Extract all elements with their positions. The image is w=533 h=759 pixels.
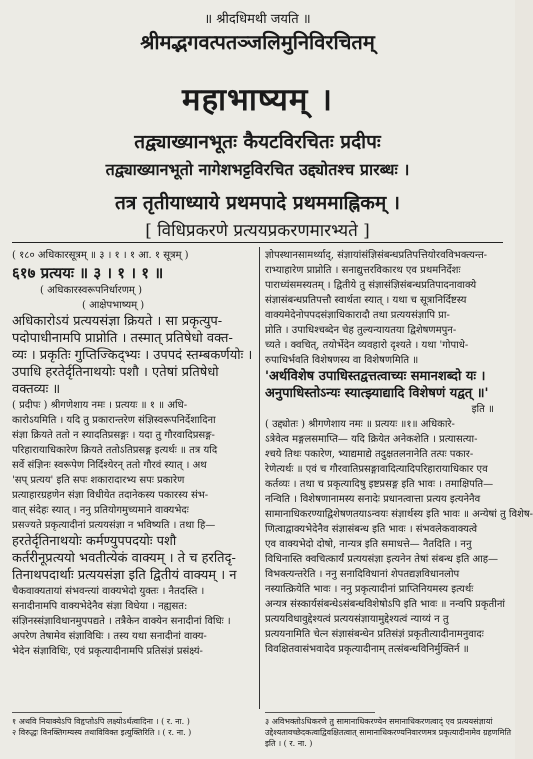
uddyota-line: सामानाधिकरण्याद्विशेषणतयाऽन्वयः संज्ञार्थस्य इति भावः ॥ अन्येषां तु विशेष- (265, 509, 533, 520)
pradipa-line: कारोऽयमिति । यदि तु प्रकारान्तरेण संज्ञिस्वरूपनिर्देशादिना (12, 415, 216, 426)
commentary-line: रुपाधिर्भवति विशेषणस्य वा विशेषणमिति ॥ (265, 355, 419, 366)
bhashya-line: उपाधि हरतेर्दृतिनाथयोः पशौ । एतेषां प्रतिषेधो (12, 365, 219, 380)
uddyota-line: रेणेत्यर्थः ॥ एवं च गौरवातिप्रसङ्गावादित्यादिपरिहारायाधिकार एव (265, 464, 488, 475)
pradipa-line: 'सप् प्रत्यय' इति सपः शकारादारभ्य सपः प्रकारेण (12, 475, 185, 486)
pradipa-line: वात् संदेहः स्यात् । ननु प्रतियोगमुच्यमाने वाक्यभेदः (12, 505, 189, 516)
title-line: श्रीमद्भगवत्पतञ्जलिमुनिविरचितम् (140, 30, 375, 54)
uddyota-line: नस्यात्क्रियेति भावः । ननु प्रकृत्यादीनां प्राप्तिनियमस्य इत्यर्थः (265, 584, 474, 595)
bhashya-line: हरतेर्दृतिनाथयोः कर्मण्युपपदयोः पशौ (12, 534, 177, 549)
uddyota-line: प्रत्ययविधावुद्देश्यत्वं प्रत्ययसंज्ञायामुद्देश्यत्वं न्याय्यं न तु (265, 614, 449, 625)
pradipa-line: सर्वे संज्ञिनः स्वरूपेण निर्दिश्येरन् ततो गौरवं स्यात् । अथ (12, 460, 207, 471)
sutra-reference-line: ( १८० अधिकारसूत्रम् ॥ ३ । १ । १ आ. १ सूत्रम् ) (12, 250, 189, 261)
subtitle-pradipa: तद्व्याख्यानभूतः कैयटविरचितः प्रदीपः (134, 131, 381, 153)
commentary-line: प्नोति । उपाधिश्चब्देन चेह तुल्यन्यायतया द्विशेषणमपुन- (265, 325, 457, 336)
footnote: उद्देश्यतावच्छेदकत्वाद्विवक्षितत्वात् सामानाधिकरण्यनिवारणमत्र प्रकृत्यादीनामेव ग्रहणमिति (265, 728, 512, 737)
subtitle-prakarana: [ विधिप्रकरणे प्रत्ययप्रकरणमारभ्यते ] (145, 221, 370, 241)
commentary-line: राभ्याहारेण प्राप्नोति । सनाद्युत्तरविकारथ एव प्रथमनिर्देशः (265, 265, 461, 276)
bhashya-line: तिनाथपदार्थाः प्रत्ययसंज्ञा इति द्वितीयं वाक्यम् । न (12, 568, 237, 583)
commentary-line: ज्ञोपस्थानसामर्थ्याद्, संज्ञायांसंज्ञिसंबन्धप्रतिपत्तियोरवविभक्त्यन्त- (265, 250, 488, 261)
pradipa-line: अपरेण तेषामेव संज्ञाविधिः । तस्य यथा सनादीनां वाक्य- (12, 631, 207, 642)
uddyota-line: नन्विति । विशेषणानामस्य सनादेः प्रधानत्वात्ता प्रत्यय इत्यनेनैव (265, 494, 481, 505)
sutra-heading: ६१७ प्रत्ययः ॥ ३ । १ । १ ॥ (12, 264, 164, 282)
pradipa-line: परिहारायाधिकारेण क्रियते ततोऽतिप्रसङ्ग इत्यर्थः ॥ तत्र यदि (12, 445, 218, 456)
bhashya-line: व्यः । प्रकृतिः गुप्तिज्किद्भ्यः । उपपदं स्तम्बकर्णयोः । (12, 348, 253, 363)
pradipa-line: प्रत्याहारग्रहणेन संज्ञा विधीयेत तदानेकस्य पकारस्य संभ- (12, 490, 209, 501)
footnote-divider-right (265, 712, 375, 713)
footnote: ३ अविभक्तोऽधिकरणे तु सामानाधिकरण्येन समानाधिकरणत्वाद् एव प्रत्ययसंज्ञायां (265, 717, 493, 726)
uddyota-line: विभक्त्यन्तरेति । ननु सनादिविधानां शेपतद्यज्ञविधानलोप (265, 569, 460, 580)
main-title: महाभाष्यम् । (182, 82, 333, 118)
pradipa-line: प्रसज्यते प्रकृत्यादीनां प्रत्ययसंज्ञा न भविष्यति । तथा हि— (12, 520, 216, 531)
footnotes-left (12, 716, 254, 746)
verse-line: अनुपाधिस्तोऽन्यः स्यात्झ्याद्यादि विशेषणं यद्वत् ॥' (265, 386, 489, 401)
right-text-column (265, 248, 533, 710)
verse-end: इति ॥ (471, 404, 494, 415)
uddyota-line: श्चये तिथः पकारेण, भ्याद्यमाद्ये तदुक्षतलनानेति तत्पः पकार- (265, 449, 474, 460)
pradipa-line: भेदेन संज्ञाविधिः, एवं प्रकृत्यादीनामपि प्रतिसंज्ञं प्रसंक्ष्यं- (12, 646, 203, 657)
footnote: १ अथवि नियाक्येऽपि विहृप्तोऽपि लक्ष्योऽर्थत्वादिना । ( र. ना. ) (12, 717, 190, 726)
subtitle-section: तत्र तृतीयाध्याये प्रथमपादे प्रथममाह्निकम् । (114, 192, 400, 214)
uddyota-line: णित्वाद्वाक्यभेदेनैव संज्ञासंबन्ध इति भावः । संभवलेकवाक्यत्वे (265, 524, 478, 535)
uddyota-line: विवक्षितवासंभवादेव प्रकृत्यादीनाम् तत्संबन्धविनिर्मुक्तिर्न ॥ (265, 644, 469, 655)
uddyota-line: एव वाक्यभेदो दोषो, नान्यत्र इति समाधत्ते— नैतदिति । ननु (265, 539, 472, 550)
bhashya-line: अधिकारोऽयं प्रत्ययसंज्ञा क्रियते । सा प्रकृत्युप- (12, 314, 223, 329)
blessing-line: ॥ श्रीदधिमथी जयति ॥ (204, 12, 311, 27)
bhashya-line: वक्तव्यः ॥ (12, 382, 61, 397)
column-divider (259, 247, 260, 709)
commentary-line: च्यते । क्वचित्, तयोर्भेदेन व्यवहारो दृश्यते । यथा 'गोपाधे- (265, 340, 469, 351)
left-text-column (12, 248, 254, 710)
uddyota-line: अन्यत्र संस्कार्यसंबन्धेऽसंबन्धविशेषोऽपि इति भावः ॥ नन्वपि प्रकृतीनां (265, 599, 505, 610)
section-label: ( अधिकारस्वरूपनिर्धारणम् ) (40, 285, 142, 296)
subtitle-uddyota: तद्व्याख्यानभूतो नागेशभट्टविरचित उद्द्योतश्च प्रारब्धः । (105, 160, 410, 179)
bhashya-line: कर्तरीनूप्रत्ययो भवतीत्येकं वाक्यम् । ते च हरतिदृ- (12, 551, 236, 566)
commentary-line: पाराध्यंसमस्यतम् । द्वितीये तु संज्ञासंज्ञिसंबन्धप्रतिपादनावाक्ये (265, 280, 477, 291)
footnotes-right (265, 716, 512, 754)
footnote-divider-left (12, 712, 122, 713)
commentary-line: संज्ञासंबन्धप्रतिपत्तौ स्वार्थता स्यात् । यथा च सूत्रानिर्दिष्टस्य (265, 295, 467, 306)
commentary-line: वाक्यमेदेनोपपदसंज्ञाधिकारादौ तथा प्रत्ययसंज्ञापि प्रा- (265, 310, 450, 321)
uddyota-line: विधिनास्ति क्वचित्कार्यं प्रत्ययसंज्ञा इत्यनेन तेषां संबन्ध इति आह— (265, 554, 499, 565)
pradipa-line: संज्ञा क्रियते ततो न स्यादतिप्रसङ्गः । यदा तु गौरवादिप्रसङ्ग- (12, 430, 215, 441)
bhashya-line: पदोपाधीनामपि प्राप्नोति । तस्मात् प्रतिषेधो वक्त- (12, 331, 233, 346)
uddyota-line: कर्तव्यः । तथा च प्रकृत्यादिषु इष्टप्रसङ्ग इति भावः । तमाक्षिपति— (265, 479, 494, 490)
pradipa-line: ( प्रदीपः ) श्रीगणेशाय नमः । प्रत्ययः ॥ १ ॥ अधि- (12, 400, 188, 411)
uddyota-line: ( उद्द्योतः ) श्रीगणेशाय नमः ॥ प्रत्ययः ॥१॥ अधिकारे- (265, 419, 455, 430)
verse-line: 'अर्थविशेष उपाधिस्तद्वत्तत्वाच्यः समानशब्दो यः । (265, 369, 486, 384)
header-divider (12, 242, 503, 243)
uddyota-line: प्रत्ययनामिति चेत्न संज्ञासंबन्धेन प्रतिसंज्ञं प्रकृतीत्यादीनामनुवादः (265, 629, 484, 640)
pradipa-line: चैकवाक्यतायां संभवन्त्यां वाक्यभेदो युक्तः । नैतदस्ति । (12, 586, 205, 597)
section-label: ( आक्षेपभाष्यम् ) (82, 300, 145, 311)
footnote: २ विरुद्धः विनक्तिगम्यस्य तथाविविक्त इत्युक्तिरिति । ( र. ना. ) (12, 728, 192, 737)
footnote: इति । ( र. ना. ) (265, 739, 313, 748)
pradipa-line: संज्ञिनस्संज्ञाविधानमुपपद्यते । तत्रैकेन वाक्येन सनादीनां विधिः । (12, 616, 231, 627)
pradipa-line: सनादीनामपि वाक्यभेदेनैव संज्ञा विधेया । नह्यसत: (12, 601, 188, 612)
uddyota-line: ऽत्रेवेत्व मङ्गलसमाप्ति— यदि क्रियेत अनेकशेति । प्रत्यासत्या- (265, 434, 478, 445)
